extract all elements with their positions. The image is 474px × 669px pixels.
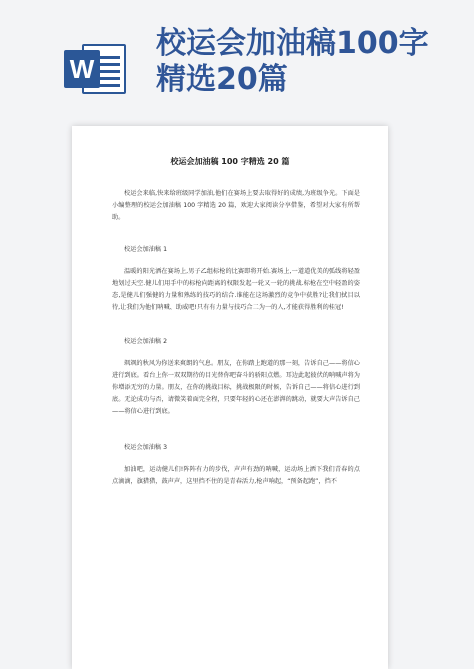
section-body-1: 温暖的阳光洒在赛场上,男子乙组标枪的比赛即将开始.赛场上,一道道优美的弧线将轻盈地划过天空.健儿们用手中的标枪向距离的权限发起一轮又一轮的挑战.标枪在空中轻盈的姿态,是健儿们强健的力量和熟练的技巧的结合.谁能在这场激烈的竞争中获胜?让我们拭目以待,让我们为他们呐喊、助威吧!只有有力量与技巧合二为一的人,才能获得胜利的桂冠! [112, 268, 360, 311]
section-title-1: 校运会加油稿 1 [124, 246, 168, 253]
section-title-2: 校运会加油稿 2 [124, 338, 168, 345]
section-title-3: 校运会加油稿 3 [124, 444, 168, 451]
intro-paragraph: 校运会来临,快来给班级同学加油,他们在赛场上要去取得好的成绩,为班级争光。下面是小编整理的校运会加油稿 100 字精选 20 篇，欢迎大家阅读分享借鉴，希望对大家有所帮助。 [112, 190, 360, 221]
document-page [72, 126, 388, 669]
header [0, 0, 474, 120]
document-heading: 校运会加油稿 100 字精选 20 篇 [170, 157, 290, 166]
section-body-2: 飒飒的秋风为你送来爽朗的气息。朋友，在你踏上跑道的那一刻，告诉自己——将信心进行到底。看台上你一双双期待的目光替你吧奋斗的骄阳点燃。耳边此起彼伏的呐喊声将为你增添无穷的力量。朋友，在你的挑战目标，挑战极限的时候，告诉自己——将信心进行到底。无论成功与否，请微笑着面完全程，只要年轻的心还在澎湃的跳动，就要大声告诉自己——将信心进行到底。 [112, 360, 360, 415]
word-logo-letter: W [64, 50, 100, 88]
word-icon [64, 40, 128, 98]
section-body-3: 加油吧，运动健儿们!阵阵有力的步伐，声声有劲的呐喊，运动场上洒下我们青春的点点滴滴，旗猎猎，鼓声声，这里挡不住的是青春活力,枪声响起，“预备起跑”，挡不 [112, 466, 360, 485]
page-title: 校运会加油稿100字精选20篇 [156, 26, 429, 97]
